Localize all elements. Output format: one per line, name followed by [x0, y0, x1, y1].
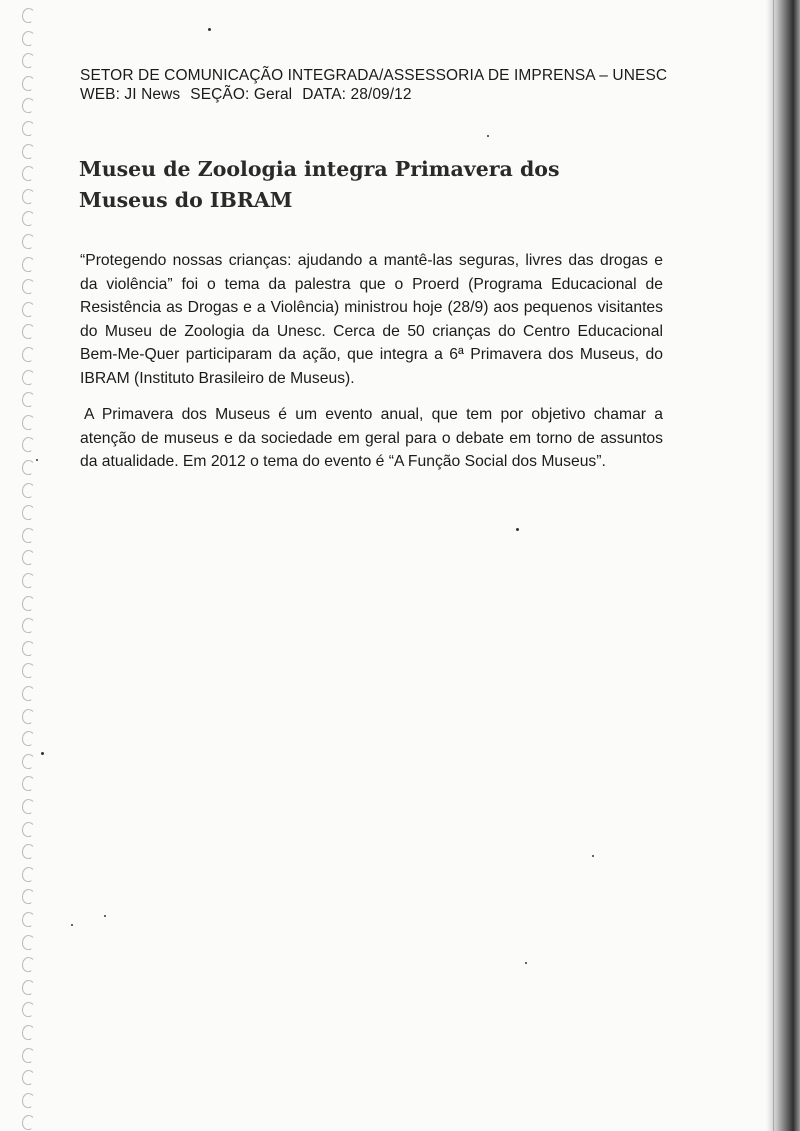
binder-hole-mark [21, 323, 35, 340]
scan-speck [516, 528, 519, 531]
binder-hole-mark [21, 369, 35, 386]
binder-hole-mark [21, 482, 35, 499]
binder-hole-mark [21, 75, 35, 92]
binder-hole-mark [21, 278, 35, 295]
article-body [80, 249, 663, 487]
binder-hole-mark [21, 685, 35, 702]
binder-hole-mark [21, 97, 35, 114]
binder-hole-mark [21, 52, 35, 69]
binder-hole-mark [21, 888, 35, 905]
binder-hole-mark [21, 662, 35, 679]
binder-hole-mark [21, 595, 35, 612]
scan-speck [525, 962, 527, 964]
binder-hole-mark [21, 843, 35, 860]
binder-hole-mark [21, 730, 35, 747]
binder-hole-mark [21, 256, 35, 273]
binder-hole-mark [21, 143, 35, 160]
binder-hole-mark [21, 1069, 35, 1086]
binder-hole-mark [21, 120, 35, 137]
binder-hole-mark [21, 436, 35, 453]
scan-speck [41, 752, 44, 755]
binder-hole-mark [21, 798, 35, 815]
binder-hole-mark [21, 301, 35, 318]
binder-hole-mark [21, 1001, 35, 1018]
scan-speck [487, 135, 489, 137]
binder-hole-mark [21, 527, 35, 544]
binder-hole-mark [21, 1047, 35, 1064]
binder-hole-mark [21, 1024, 35, 1041]
binder-hole-mark [21, 617, 35, 634]
binder-hole-mark [21, 414, 35, 431]
binder-hole-mark [21, 821, 35, 838]
scan-speck [592, 855, 594, 857]
binder-hole-mark [21, 30, 35, 47]
binder-hole-mark [21, 753, 35, 770]
header-meta [80, 85, 700, 104]
binder-hole-mark [21, 708, 35, 725]
binder-hole-mark [21, 459, 35, 476]
binder-hole-mark [21, 866, 35, 883]
binder-hole-mark [21, 1092, 35, 1109]
binder-hole-mark [21, 233, 35, 250]
article-paragraph: “Protegendo nossas crianças: ajudando a mantê-las seguras, livres das drogas e da violência” foi o tema da palestra que o Proerd (Programa Educacional de Resistência as Drogas e a Violência) ministrou hoje (28/9) aos pequenos visitantes do Museu de Zoologia da Unesc. Cerca de 50 crianças do Centro Educacional Bem-Me-Quer participaram da ação, que integra a 6ª Primavera dos Museus, do IBRAM (Instituto Brasileiro de Museus). [80, 252, 663, 387]
scanner-edge-line [773, 0, 774, 1131]
article-title: Museu de Zoologia integra Primavera dos Museus do IBRAM [79, 157, 560, 212]
header-web: WEB: JI News [80, 86, 181, 103]
binder-hole-mark [21, 1114, 35, 1131]
binder-hole-mark [21, 934, 35, 951]
scan-speck [104, 915, 106, 917]
scan-speck [36, 459, 38, 461]
binder-hole-mark [21, 504, 35, 521]
article-paragraph: A Primavera dos Museus é um evento anual, que tem por objetivo chamar a atenção de museus e da sociedade em geral para o debate em torno de assuntos da atualidade. Em 2012 o tema do evento é “A Função Social dos Museus”. [80, 406, 663, 470]
binder-hole-mark [21, 572, 35, 589]
binder-hole-mark [21, 346, 35, 363]
header-date: DATA: 28/09/12 [302, 86, 412, 103]
binder-hole-mark [21, 188, 35, 205]
binder-hole-mark [21, 775, 35, 792]
binder-hole-mark [21, 7, 35, 24]
binder-hole-mark [21, 640, 35, 657]
document-header [80, 66, 700, 104]
binder-hole-mark [21, 165, 35, 182]
binder-hole-mark [21, 210, 35, 227]
binder-hole-mark [21, 979, 35, 996]
binder-hole-mark [21, 391, 35, 408]
scan-speck [71, 924, 73, 926]
header-organization: SETOR DE COMUNICAÇÃO INTEGRADA/ASSESSORIA DE IMPRENSA – UNESC [80, 67, 668, 84]
scan-speck [208, 28, 211, 31]
binder-hole-mark [21, 956, 35, 973]
header-section: SEÇÃO: Geral [190, 86, 293, 103]
binder-hole-mark [21, 549, 35, 566]
binder-punch-marks [14, 0, 44, 1131]
scanner-edge-shadow [766, 0, 800, 1131]
binder-hole-mark [21, 911, 35, 928]
